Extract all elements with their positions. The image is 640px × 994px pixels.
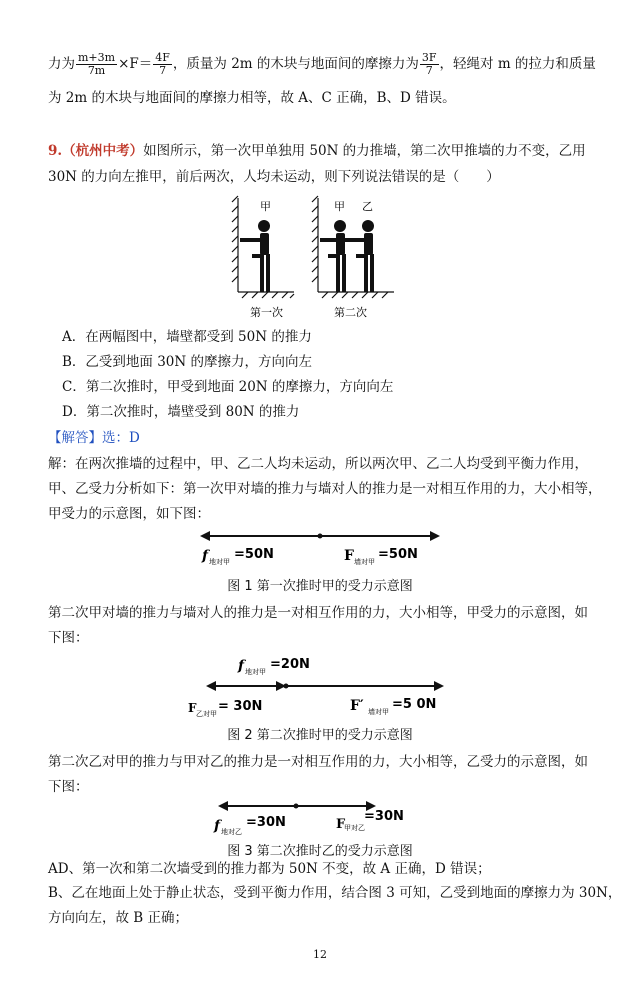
answer-para-1: 解：在两次推墙的过程中，甲、乙二人均未运动，所以两次甲、乙二人均受到平衡力作用， (48, 456, 588, 472)
option-c: C．第二次推时，甲受到地面 20N 的摩擦力，方向向左 (62, 379, 394, 395)
question-line-2: 30N 的力向左推甲，前后两次，人均未运动，则下列说法错误的是（ ） (48, 169, 500, 185)
push-yi-subscript: 乙对甲 (196, 710, 217, 718)
push-wall-value: =5 0N (392, 697, 437, 712)
friction-symbol: f (238, 658, 245, 674)
push-value: =30N (364, 809, 404, 824)
fraction: $\frac{4F}{7}$ (155, 51, 170, 77)
force-diagram-2 (182, 650, 444, 722)
answer-para-7: 下图： (48, 779, 89, 795)
option-d: D．第二次推时，墙壁受到 80N 的推力 (62, 404, 300, 420)
wall-hatching-2 (312, 196, 394, 298)
arrow-right (430, 531, 440, 541)
caption-first: 第一次 (250, 306, 283, 319)
push-symbol: F (336, 817, 346, 832)
label-jia-first: 甲 (260, 200, 271, 213)
text-segment: 力为 (48, 56, 75, 72)
label-jia-second: 甲 (334, 200, 345, 213)
answer-label: 【解答】选：D (48, 430, 140, 446)
arrow-left (218, 801, 228, 811)
answer-para-9: B、乙在地面上处于静止状态，受到平衡力作用，结合图 3 可知，乙受到地面的摩擦力为 30N， (48, 885, 622, 901)
text-line-2: 为 2m 的木块与地面间的摩擦力相等，故 A、C 正确，B、D 错误。 (48, 90, 456, 106)
body-point (294, 804, 299, 809)
arrow-left (206, 681, 216, 691)
caption-second: 第二次 (334, 306, 367, 319)
friction-value: =20N (270, 657, 310, 672)
text-segment: ×F＝ (118, 56, 153, 72)
friction-subscript: 地对乙 (221, 828, 242, 836)
person-yi-second (345, 220, 374, 292)
push-wall-symbol: F′ (350, 698, 364, 714)
text-segment: ，质量为 2m 的木块与地面间的摩擦力为 (172, 56, 419, 72)
push-wall-subscript: 墙对甲 (368, 708, 389, 716)
friction-subscript: 地对甲 (245, 668, 266, 676)
person-jia-second (320, 220, 346, 292)
force-diagram-3 (210, 796, 410, 840)
answer-para-5: 下图： (48, 630, 89, 646)
answer-para-6: 第二次乙对甲的推力与甲对乙的推力是一对相互作用的力，大小相等，乙受力的示意图，如 (48, 754, 588, 770)
body-point (284, 684, 289, 689)
figure-1-caption: 图 1 第一次推时甲的受力示意图 (227, 579, 413, 594)
push-value: =50N (378, 547, 418, 562)
arrow-left (200, 531, 210, 541)
question-number: 9. (48, 143, 63, 159)
friction-symbol: f (202, 548, 209, 564)
question-source: （杭州中考） (62, 143, 144, 159)
text-line-1 (48, 52, 596, 77)
fraction: $\frac{3F}{7}$ (421, 51, 437, 77)
friction-symbol: f (214, 818, 221, 834)
push-symbol: F (344, 548, 354, 564)
push-yi-symbol: F (188, 701, 197, 715)
question-line-1: 9.（杭州中考）如图所示，第一次甲单独用 50N 的力推墙，第二次甲推墙的力不变，乙用 (48, 143, 586, 159)
figure-2-caption: 图 2 第二次推时甲的受力示意图 (227, 728, 413, 743)
answer-para-4: 第二次甲对墙的推力与墙对人的推力是一对相互作用的力，大小相等，甲受力的示意图，如 (48, 605, 588, 621)
person-jia-first (240, 220, 270, 292)
fraction: $\frac{m+3m}{7m}$ (78, 51, 116, 77)
answer-para-8: AD、第一次和第二次墙受到的推力都为 50N 不变，故 A 正确，D 错误； (48, 861, 491, 877)
page-number: 12 (313, 948, 327, 961)
answer-para-2: 甲、乙受力分析如下：第一次甲对墙的推力与墙对人的推力是一对相互作用的力，大小相等， (48, 481, 602, 497)
push-figure (228, 192, 398, 324)
answer-para-3: 甲受力的示意图，如下图： (48, 506, 210, 522)
push-yi-value: = 30N (218, 699, 263, 714)
friction-value: =30N (246, 815, 286, 830)
option-a: A．在两幅图中，墙壁都受到 50N 的推力 (62, 329, 312, 345)
push-subscript: 墙对甲 (354, 558, 375, 566)
friction-value: =50N (234, 547, 274, 562)
body-point (318, 534, 323, 539)
friction-subscript: 地对甲 (209, 558, 230, 566)
option-b: B．乙受到地面 30N 的摩擦力，方向向左 (62, 354, 312, 370)
text-segment: ，轻绳对 m 的拉力和质量 (439, 56, 596, 72)
label-yi-second: 乙 (362, 200, 373, 213)
arrow-right (434, 681, 444, 691)
push-subscript: 甲对乙 (344, 824, 365, 832)
figure-3-caption: 图 3 第二次推时乙的受力示意图 (227, 844, 413, 859)
answer-para-10: 方向向左，故 B 正确； (48, 910, 189, 926)
force-diagram-1 (196, 524, 444, 572)
